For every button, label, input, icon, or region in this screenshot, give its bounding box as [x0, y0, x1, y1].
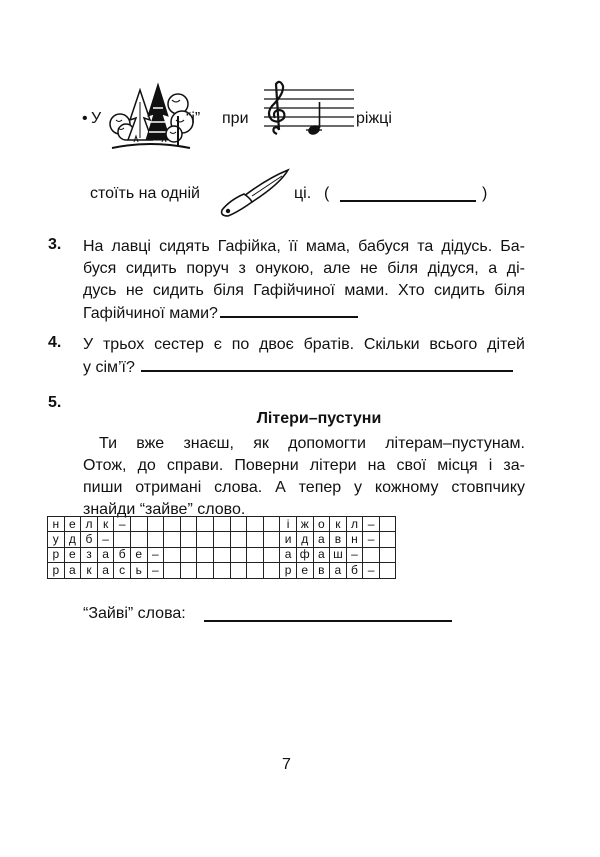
puzzle-word-pry: при: [222, 110, 249, 127]
answer-blank-extra-words[interactable]: [204, 606, 452, 622]
grid-cell: –: [147, 547, 164, 562]
answer-blank-puzzle[interactable]: [340, 186, 476, 202]
grid-cell: а: [313, 547, 330, 562]
letter-grid: [47, 516, 396, 579]
task-5-text: [83, 433, 525, 521]
music-staff-picture: [262, 80, 356, 138]
puzzle-word-stoit: стоїть на одній: [90, 185, 200, 202]
grid-cell[interactable]: [230, 532, 247, 547]
grid-cell: а: [64, 563, 81, 578]
grid-cell: а: [280, 547, 297, 562]
grid-cell[interactable]: [180, 517, 197, 532]
task-3-line-1: На лавці сидять Гафійка, її мама, бабуся та дідусь. Ба-: [83, 238, 525, 255]
grid-row: [48, 517, 396, 532]
grid-cell: б: [114, 547, 131, 562]
grid-cell: н: [48, 517, 65, 532]
grid-cell: –: [114, 517, 131, 532]
grid-cell[interactable]: [379, 563, 396, 578]
task-3-line-4: Гафійчиної мами?: [83, 305, 218, 322]
forest-picture: [106, 80, 194, 154]
grid-cell: –: [363, 517, 380, 532]
task-5-line-3: пиши отримані слова. А тепер у кожному стовпчику: [83, 479, 525, 496]
grid-cell[interactable]: [230, 517, 247, 532]
grid-cell[interactable]: [180, 532, 197, 547]
grid-cell[interactable]: [213, 532, 230, 547]
grid-cell: в: [313, 563, 330, 578]
grid-cell[interactable]: [230, 563, 247, 578]
puzzle-word-i: “і”: [186, 110, 201, 127]
task-5-line-1: Ти вже знаєш, як допомогти літерам–пустунам.: [99, 435, 525, 452]
grid-cell: р: [280, 563, 297, 578]
grid-cell[interactable]: [197, 517, 214, 532]
grid-cell: е: [130, 547, 147, 562]
grid-cell[interactable]: [247, 517, 264, 532]
grid-cell[interactable]: [379, 547, 396, 562]
grid-cell[interactable]: [114, 532, 131, 547]
grid-cell[interactable]: [164, 532, 181, 547]
grid-cell: о: [313, 517, 330, 532]
grid-cell: к: [330, 517, 347, 532]
task-4-line-1: У трьох сестер є по двоє братів. Скільки всього дітей: [83, 336, 525, 353]
task-4-text: [83, 334, 525, 379]
grid-cell[interactable]: [379, 517, 396, 532]
grid-cell[interactable]: [164, 563, 181, 578]
task-3-text: [83, 236, 525, 325]
grid-cell: з: [81, 547, 98, 562]
grid-cell[interactable]: [130, 517, 147, 532]
grid-cell[interactable]: [130, 532, 147, 547]
grid-cell[interactable]: [363, 547, 380, 562]
grid-cell: а: [97, 547, 114, 562]
grid-cell: д: [296, 532, 313, 547]
grid-cell[interactable]: [164, 517, 181, 532]
grid-cell: ш: [330, 547, 347, 562]
bullet: •: [82, 110, 88, 127]
grid-cell[interactable]: [180, 547, 197, 562]
grid-cell: к: [81, 563, 98, 578]
grid-cell[interactable]: [213, 563, 230, 578]
open-paren: (: [324, 185, 330, 202]
grid-cell: –: [363, 563, 380, 578]
grid-cell[interactable]: [213, 547, 230, 562]
grid-cell: –: [147, 563, 164, 578]
grid-cell: –: [346, 547, 363, 562]
grid-cell[interactable]: [180, 563, 197, 578]
grid-cell: е: [64, 547, 81, 562]
grid-cell: а: [313, 532, 330, 547]
grid-cell: у: [48, 532, 65, 547]
extra-words-label: “Зайві” слова:: [83, 605, 186, 622]
grid-cell[interactable]: [197, 563, 214, 578]
grid-row: [48, 532, 396, 547]
task-3-line-2: буся сидить поруч з онукою, але не біля дідуся, а ді-: [83, 260, 525, 277]
grid-cell[interactable]: [263, 547, 280, 562]
knife-picture: [218, 166, 290, 218]
grid-cell[interactable]: [247, 532, 264, 547]
grid-cell[interactable]: [379, 532, 396, 547]
grid-cell[interactable]: [147, 517, 164, 532]
task-5-line-2: Отож, до справи. Поверни літери на свої місця і за-: [83, 457, 525, 474]
grid-cell: ь: [130, 563, 147, 578]
grid-cell: к: [97, 517, 114, 532]
task-5-number: 5.: [48, 394, 62, 411]
grid-cell: с: [114, 563, 131, 578]
grid-cell[interactable]: [197, 532, 214, 547]
grid-cell[interactable]: [247, 547, 264, 562]
grid-cell[interactable]: [263, 517, 280, 532]
grid-cell: і: [280, 517, 297, 532]
task-4-number: 4.: [48, 334, 62, 351]
grid-cell: ж: [296, 517, 313, 532]
grid-cell: а: [97, 563, 114, 578]
grid-cell[interactable]: [147, 532, 164, 547]
grid-cell: д: [64, 532, 81, 547]
task-3-line-3: дусь не сидить біля Гафійчиної мами. Хто сидить біля: [83, 282, 525, 299]
grid-cell[interactable]: [263, 532, 280, 547]
grid-cell: а: [330, 563, 347, 578]
grid-cell: в: [330, 532, 347, 547]
grid-cell: н: [346, 532, 363, 547]
grid-cell: –: [363, 532, 380, 547]
puzzle-word-rizhtsi: ріжці: [356, 110, 392, 127]
answer-blank-task-4[interactable]: [141, 356, 513, 372]
grid-cell: ф: [296, 547, 313, 562]
task-3-number: 3.: [48, 236, 62, 253]
grid-row: [48, 547, 396, 562]
grid-cell: и: [280, 532, 297, 547]
puzzle-word-tsi: ці.: [294, 185, 312, 202]
grid-cell[interactable]: [197, 547, 214, 562]
grid-cell[interactable]: [230, 547, 247, 562]
grid-cell: е: [296, 563, 313, 578]
task-5-line-4: знайди “зайве” слово.: [83, 501, 246, 518]
grid-cell: л: [346, 517, 363, 532]
grid-cell: б: [81, 532, 98, 547]
grid-cell: е: [64, 517, 81, 532]
grid-cell: –: [97, 532, 114, 547]
grid-cell: р: [48, 547, 65, 562]
grid-cell: б: [346, 563, 363, 578]
answer-blank-task-3[interactable]: [220, 302, 358, 318]
grid-cell[interactable]: [263, 563, 280, 578]
puzzle-word-u: У: [91, 110, 102, 127]
grid-cell[interactable]: [247, 563, 264, 578]
grid-cell: л: [81, 517, 98, 532]
page-number: 7: [282, 756, 291, 773]
grid-cell[interactable]: [213, 517, 230, 532]
task-5-title: Літери–пустуни: [256, 410, 382, 427]
close-paren: ): [482, 185, 488, 202]
grid-row: [48, 563, 396, 578]
grid-cell[interactable]: [164, 547, 181, 562]
grid-cell: р: [48, 563, 65, 578]
task-4-line-2: у сім’ї?: [83, 359, 135, 376]
